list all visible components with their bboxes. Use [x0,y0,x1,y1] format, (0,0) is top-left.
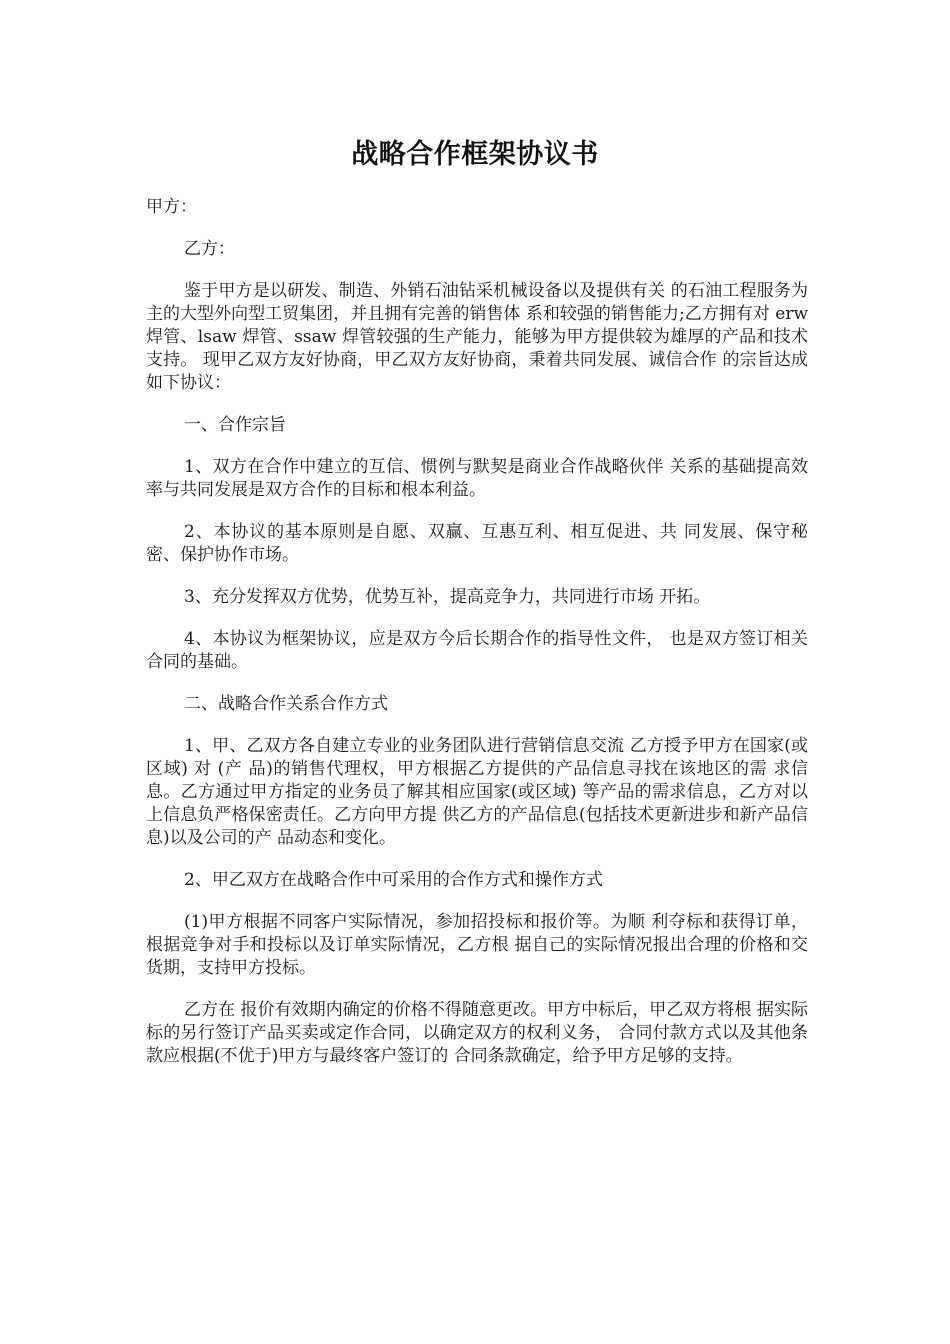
clause-paragraph: 4、本协议为框架协议，应是双方今后长期合作的指导性文件， 也是双方签订相关合同的基础。 [146,629,808,672]
clause-paragraph: 1、双方在合作中建立的互信、惯例与默契是商业合作战略伙伴 关系的基础提高效率与共同发展是双方合作的目标和根本利益。 [146,457,808,500]
clause-paragraph: (1)甲方根据不同客户实际情况，参加招投标和报价等。为顺 利夺标和获得订单，根据竞争对手和投标以及订单实际情况，乙方根 据自己的实际情况报出合理的价格和交货期，支持甲方投标。 [146,912,808,978]
party-a-line: 甲方： [146,197,197,217]
preamble-paragraph: 鉴于甲方是以研发、制造、外销石油钻采机械设备以及提供有关 的石油工程服务为主的大型外向型工贸集团，并且拥有完善的销售体 系和较强的销售能力;乙方拥有对 erw 焊管、lsaw 焊管、ssaw 焊管较强的生产能力，能够为甲方提供较为雄厚的产品和技术支持。 现甲乙双方友好协商，甲乙双方友好协商，秉着共同发展、诚信合作 的宗旨达成如下协议： [146,281,808,393]
clause-paragraph: 1、甲、乙双方各自建立专业的业务团队进行营销信息交流 乙方授予甲方在国家(或区域) 对 (产 品)的销售代理权，甲方根据乙方提供的产品信息寻找在该地区的需 求信息。乙方通过甲方指定的业务员了解其相应国家(或区域) 等产品的需求信息，乙方对以上信息负严格保密责任。乙方向甲方提 供乙方的产品信息(包括技术更新进步和新产品信息)以及公司的产 品动态和变化。 [146,736,808,848]
section-heading-purpose: 一、合作宗旨 [184,415,286,435]
document-body [146,196,808,1087]
party-b-line: 乙方： [184,239,235,259]
clause-paragraph: 2、本协议的基本原则是自愿、双赢、互惠互利、相互促进、共 同发展、保守秘密、保护协作市场。 [146,522,808,565]
section-heading-cooperation: 二、战略合作关系合作方式 [184,694,388,714]
document-title: 战略合作框架协议书 [351,139,599,170]
clause-paragraph: 2、甲乙双方在战略合作中可采用的合作方式和操作方式 [184,870,603,890]
clause-paragraph: 3、充分发挥双方优势，优势互补，提高竞争力，共同进行市场 开拓。 [184,587,711,607]
clause-paragraph: 乙方在 报价有效期内确定的价格不得随意更改。甲方中标后，甲乙双方将根 据实际标的另行签订产品买卖或定作合同，以确定双方的权利义务， 合同付款方式以及其他条款应根据(不优于)甲方与最终客户签订的 合同条款确定，给予甲方足够的支持。 [146,1000,808,1066]
